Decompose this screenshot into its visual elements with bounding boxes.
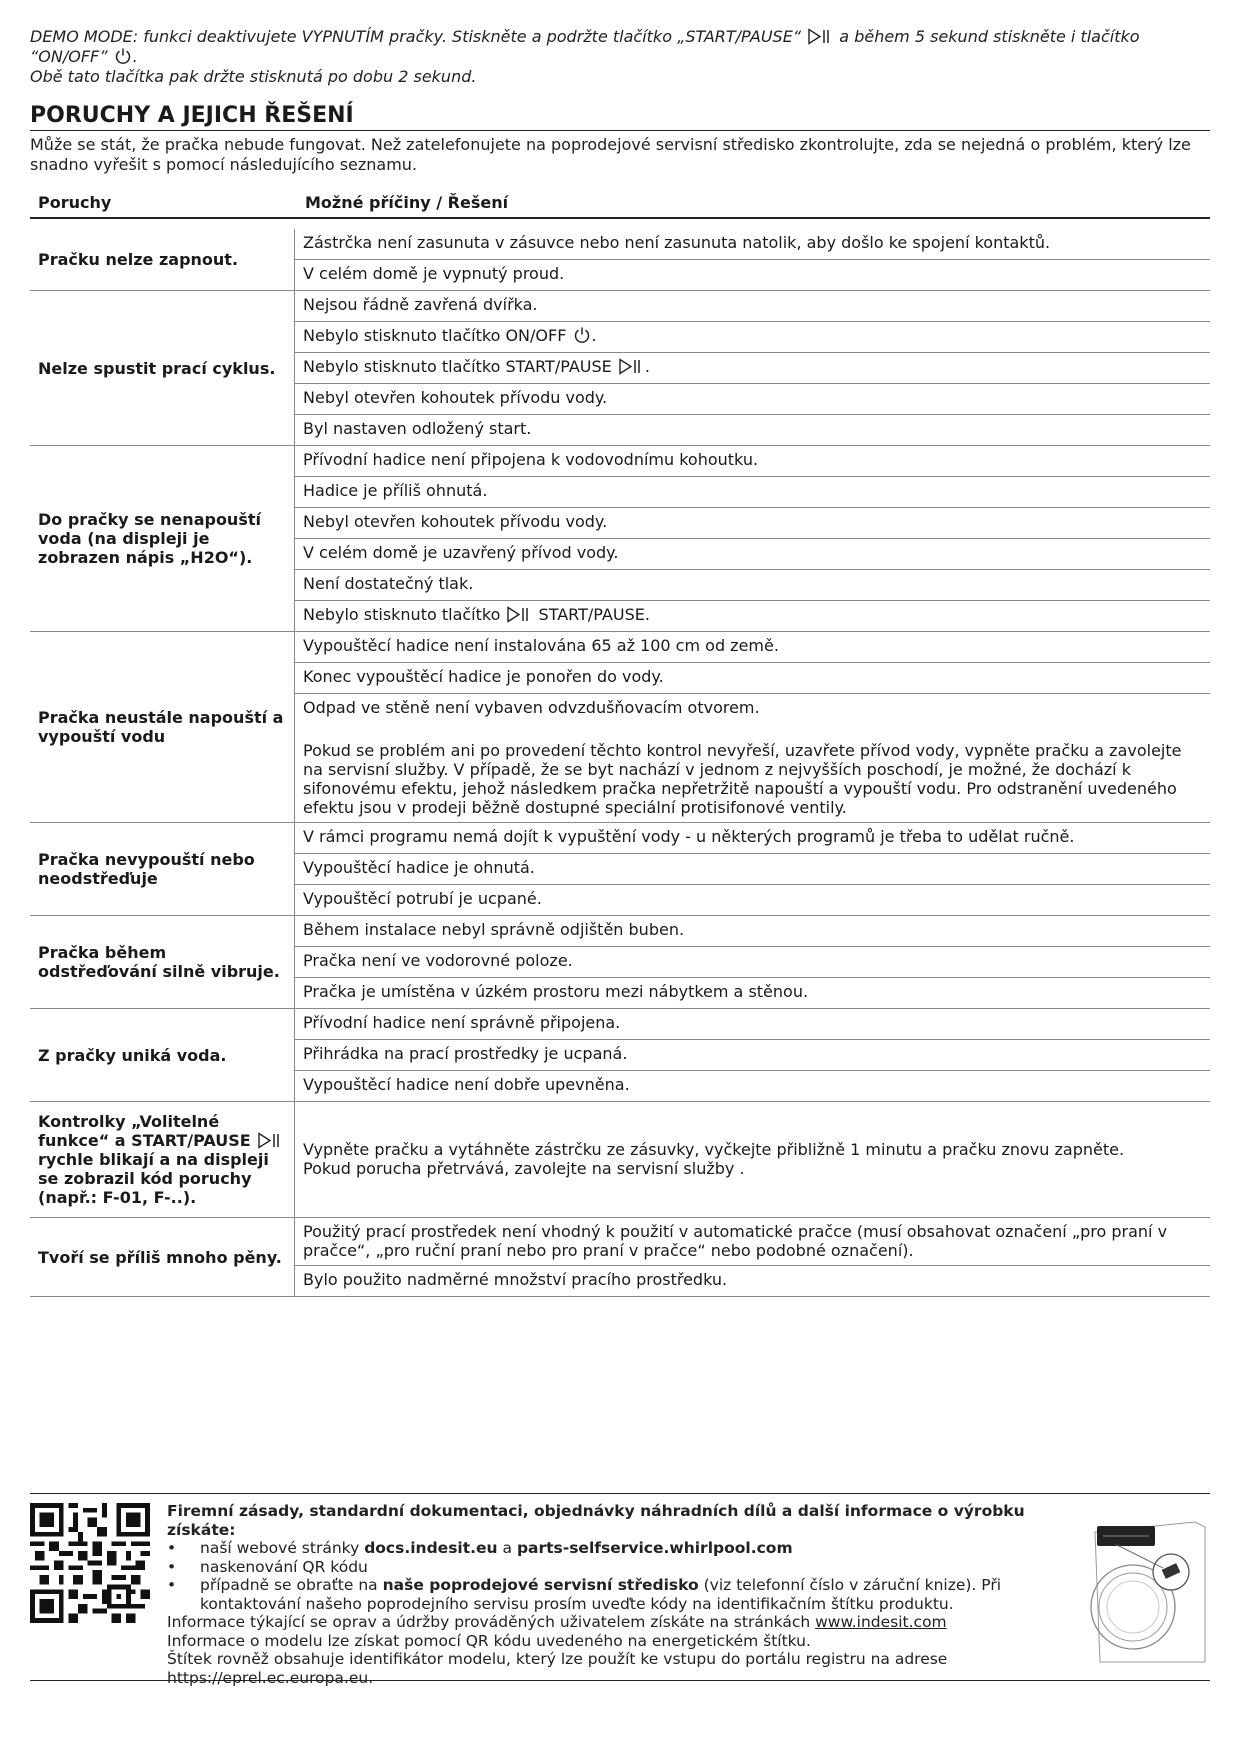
- footer-text: naší webové stránky: [200, 1539, 365, 1557]
- cause-text-after: .: [644, 357, 650, 376]
- cause-item: Konec vypouštěcí hadice je ponořen do vody.: [295, 663, 1210, 694]
- footer-bullet-qr: • naskenování QR kódu: [167, 1558, 1067, 1577]
- intro-text: Může se stát, že pračka nebude fungovat. Než zatelefonujete na poprodejové servisní středisko zkontrolujte, zda se nejedná o problém, který lze snadno vyřešit s pomocí následujícího seznamu.: [30, 135, 1191, 174]
- footer-text: (viz telefonní číslo v záruční knize). Při kontaktování našeho poprodejního servisu prosím uveďte kódy na identifikačním štítku produktu.: [200, 1576, 1002, 1613]
- col-causes-header: Možné příčiny / Řešení: [305, 193, 509, 212]
- play-pause-icon: [257, 1132, 283, 1149]
- play-pause-icon: [807, 28, 833, 45]
- cause-item: V celém domě je uzavřený přívod vody.: [295, 539, 1210, 570]
- demo-line1-a: DEMO MODE: funkci deaktivujete VYPNUTÍM pračky. Stiskněte a podržte tlačítko „START/PAUSE“: [30, 27, 802, 46]
- table-header: [30, 191, 1210, 219]
- fault-cell: [30, 1102, 295, 1217]
- fault-cell: Do pračky se nenapouští voda (na displeji je zobrazen nápis „H2O“).: [30, 446, 295, 631]
- footer-list: [167, 1539, 1067, 1613]
- cause-item: Pračka není ve vodorovné poloze.: [295, 947, 1210, 978]
- cause-item: [295, 694, 1210, 822]
- table-row: [30, 1102, 1210, 1218]
- cause-item: Bylo použito nadměrné množství pracího prostředku.: [303, 1270, 728, 1289]
- cause-item: Pračka je umístěna v úzkém prostoru mezi nábytkem a stěnou.: [303, 982, 809, 1001]
- cause-item: Nejsou řádně zavřená dvířka.: [295, 291, 1210, 322]
- cause-item: Zástrčka není zasunuta v zásuvce nebo není zasunuta natolik, aby došlo ke spojení kontaktů.: [295, 229, 1210, 260]
- footer-divider-top: [30, 1493, 1210, 1494]
- footer-bullet-service: [167, 1576, 1067, 1613]
- fault-cell: Pračka během odstřeďování silně vibruje.: [30, 916, 295, 1008]
- cause-item: Vypouštěcí hadice není instalována 65 až 100 cm od země.: [295, 632, 1210, 663]
- cause-text-after: .: [591, 326, 597, 345]
- cause-item: [295, 353, 1210, 384]
- cause-item: Hadice je příliš ohnutá.: [295, 477, 1210, 508]
- footer-text: Informace týkající se oprav a údržby prováděných uživatelem získáte na stránkách: [167, 1613, 816, 1631]
- footer-repair-info: [167, 1613, 1067, 1632]
- cause-text: Vypněte pračku a vytáhněte zástrčku ze zásuvky, vyčkejte přibližně 1 minutu a pračku znovu zapněte.: [303, 1140, 1125, 1159]
- cause-text: Nebylo stisknuto tlačítko START/PAUSE: [303, 357, 617, 376]
- footer-text: případně se obraťte na: [200, 1576, 383, 1594]
- fault-cell: Nelze spustit prací cyklus.: [30, 291, 295, 445]
- parts-link[interactable]: parts-selfservice.whirlpool.com: [516, 1539, 793, 1557]
- table-row: [30, 1009, 1210, 1102]
- cause-text: Nebylo stisknuto tlačítko: [303, 605, 506, 624]
- indesit-link[interactable]: www.indesit.com: [815, 1613, 947, 1631]
- table-row: [30, 446, 1210, 632]
- table-row: [30, 1218, 1210, 1297]
- footer-heading: Firemní zásady, standardní dokumentaci, objednávky náhradních dílů a další informace o výrobku získáte:: [167, 1502, 1025, 1539]
- cause-item: Byl nastaven odložený start.: [303, 419, 532, 438]
- footer-bullet-web: [167, 1539, 1067, 1558]
- table-row: [30, 632, 1210, 823]
- table-row: [30, 823, 1210, 916]
- power-icon: [573, 326, 591, 344]
- cause-item: [295, 1136, 1132, 1183]
- fault-text-a: Kontrolky „Volitelné funkce“ a START/PAUSE: [38, 1112, 257, 1150]
- cause-item: Vypouštěcí hadice je ohnutá.: [295, 854, 1210, 885]
- cause-item: Není dostatečný tlak.: [295, 570, 1210, 601]
- cause-text-after: START/PAUSE.: [533, 605, 650, 624]
- cause-text: Odpad ve stěně není vybaven odvzdušňovacím otvorem.: [303, 698, 760, 717]
- cause-item: Vypouštěcí potrubí je ucpané.: [303, 889, 542, 908]
- footer-model-info: Informace o modelu lze získat pomocí QR kódu uvedeného na energetickém štítku.: [167, 1631, 811, 1650]
- fault-cell: Pračku nelze zapnout.: [30, 229, 295, 290]
- qr-code-icon: [30, 1503, 150, 1623]
- fault-cell: Pračka nevypouští nebo neodstřeďuje: [30, 823, 295, 915]
- cause-item: V rámci programu nemá dojít k vypuštění vody - u některých programů je třeba to udělat ručně.: [295, 823, 1210, 854]
- demo-mode-note: [30, 27, 1210, 87]
- cause-item: Nebyl otevřen kohoutek přívodu vody.: [295, 508, 1210, 539]
- cause-item: [295, 322, 1210, 353]
- cause-item: Vypouštěcí hadice není dobře upevněna.: [303, 1075, 630, 1094]
- footer-text: a: [497, 1539, 517, 1557]
- docs-link[interactable]: docs.indesit.eu: [364, 1539, 498, 1557]
- cause-item: Nebyl otevřen kohoutek přívodu vody.: [295, 384, 1210, 415]
- table-row: [30, 916, 1210, 1009]
- cause-item: Přívodní hadice není připojena k vodovodnímu kohoutku.: [295, 446, 1210, 477]
- play-pause-icon: [618, 358, 644, 375]
- section-title: PORUCHY A JEJICH ŘEŠENÍ: [30, 102, 1210, 131]
- fault-cell: Tvoří se příliš mnoho pěny.: [30, 1218, 295, 1296]
- footer-divider-bottom: [30, 1680, 1210, 1681]
- troubleshooting-table: [30, 229, 1210, 1297]
- cause-item: V celém domě je vypnutý proud.: [303, 264, 565, 283]
- demo-line1-c: .: [132, 47, 138, 66]
- cause-item: Použitý prací prostředek není vhodný k použití v automatické pračce (musí obsahovat označení „pro praní v pračce“, „pro ruční praní nebo pro praní v pračce“ nebo podobné označení).: [295, 1218, 1210, 1266]
- play-pause-icon: [506, 606, 532, 623]
- demo-line1-b: a během 5 sekund stiskněte i tlačítko “ON/OFF”: [30, 27, 1140, 66]
- table-row: [30, 229, 1210, 291]
- table-row: [30, 291, 1210, 446]
- cause-text: Nebylo stisknuto tlačítko ON/OFF: [303, 326, 572, 345]
- footer-bold: naše poprodejové servisní středisko: [382, 1576, 699, 1594]
- fault-cell: Z pračky uniká voda.: [30, 1009, 295, 1101]
- fault-text-b: rychle blikají a na displeji se zobrazil kód poruchy (např.: F-01, F-..).: [38, 1150, 269, 1207]
- power-icon: [114, 47, 132, 65]
- col-faults-header: Poruchy: [38, 193, 112, 212]
- cause-item: Přihrádka na prací prostředky je ucpaná.: [295, 1040, 1210, 1071]
- cause-text-2: Pokud porucha přetrvává, zavolejte na servisní služby .: [303, 1159, 745, 1178]
- demo-line2: Obě tato tlačítka pak držte stisknutá po dobu 2 sekund.: [30, 67, 477, 86]
- cause-paragraph: Pokud se problém ani po provedení těchto kontrol nevyřeší, uzavřete přívod vody, vypněte pračku a zavolejte na servisní služby. V případě, že se byt nachází v jednom z nejvyšších poschodí, je možné, že dochází k sifonovému efektu, jehož následkem pračka nepřetržitě napouští a vypouští vodu. Pro odstranění uvedeného efektu jsou v prodeji běžně dostupné speciální protisifonové ventily.: [303, 741, 1182, 817]
- footer-info: [167, 1502, 1067, 1687]
- cause-item: Přívodní hadice není správně připojena.: [295, 1009, 1210, 1040]
- cause-item: [295, 601, 1210, 631]
- washing-machine-label-icon: [1075, 1512, 1210, 1667]
- footer-eprel-info: Štítek rovněž obsahuje identifikátor modelu, který lze použít ke vstupu do portálu registru na adrese https://eprel.ec.europa.eu.: [167, 1650, 948, 1687]
- cause-item: Během instalace nebyl správně odjištěn buben.: [295, 916, 1210, 947]
- fault-cell: Pračka neustále napouští a vypouští vodu: [30, 632, 295, 822]
